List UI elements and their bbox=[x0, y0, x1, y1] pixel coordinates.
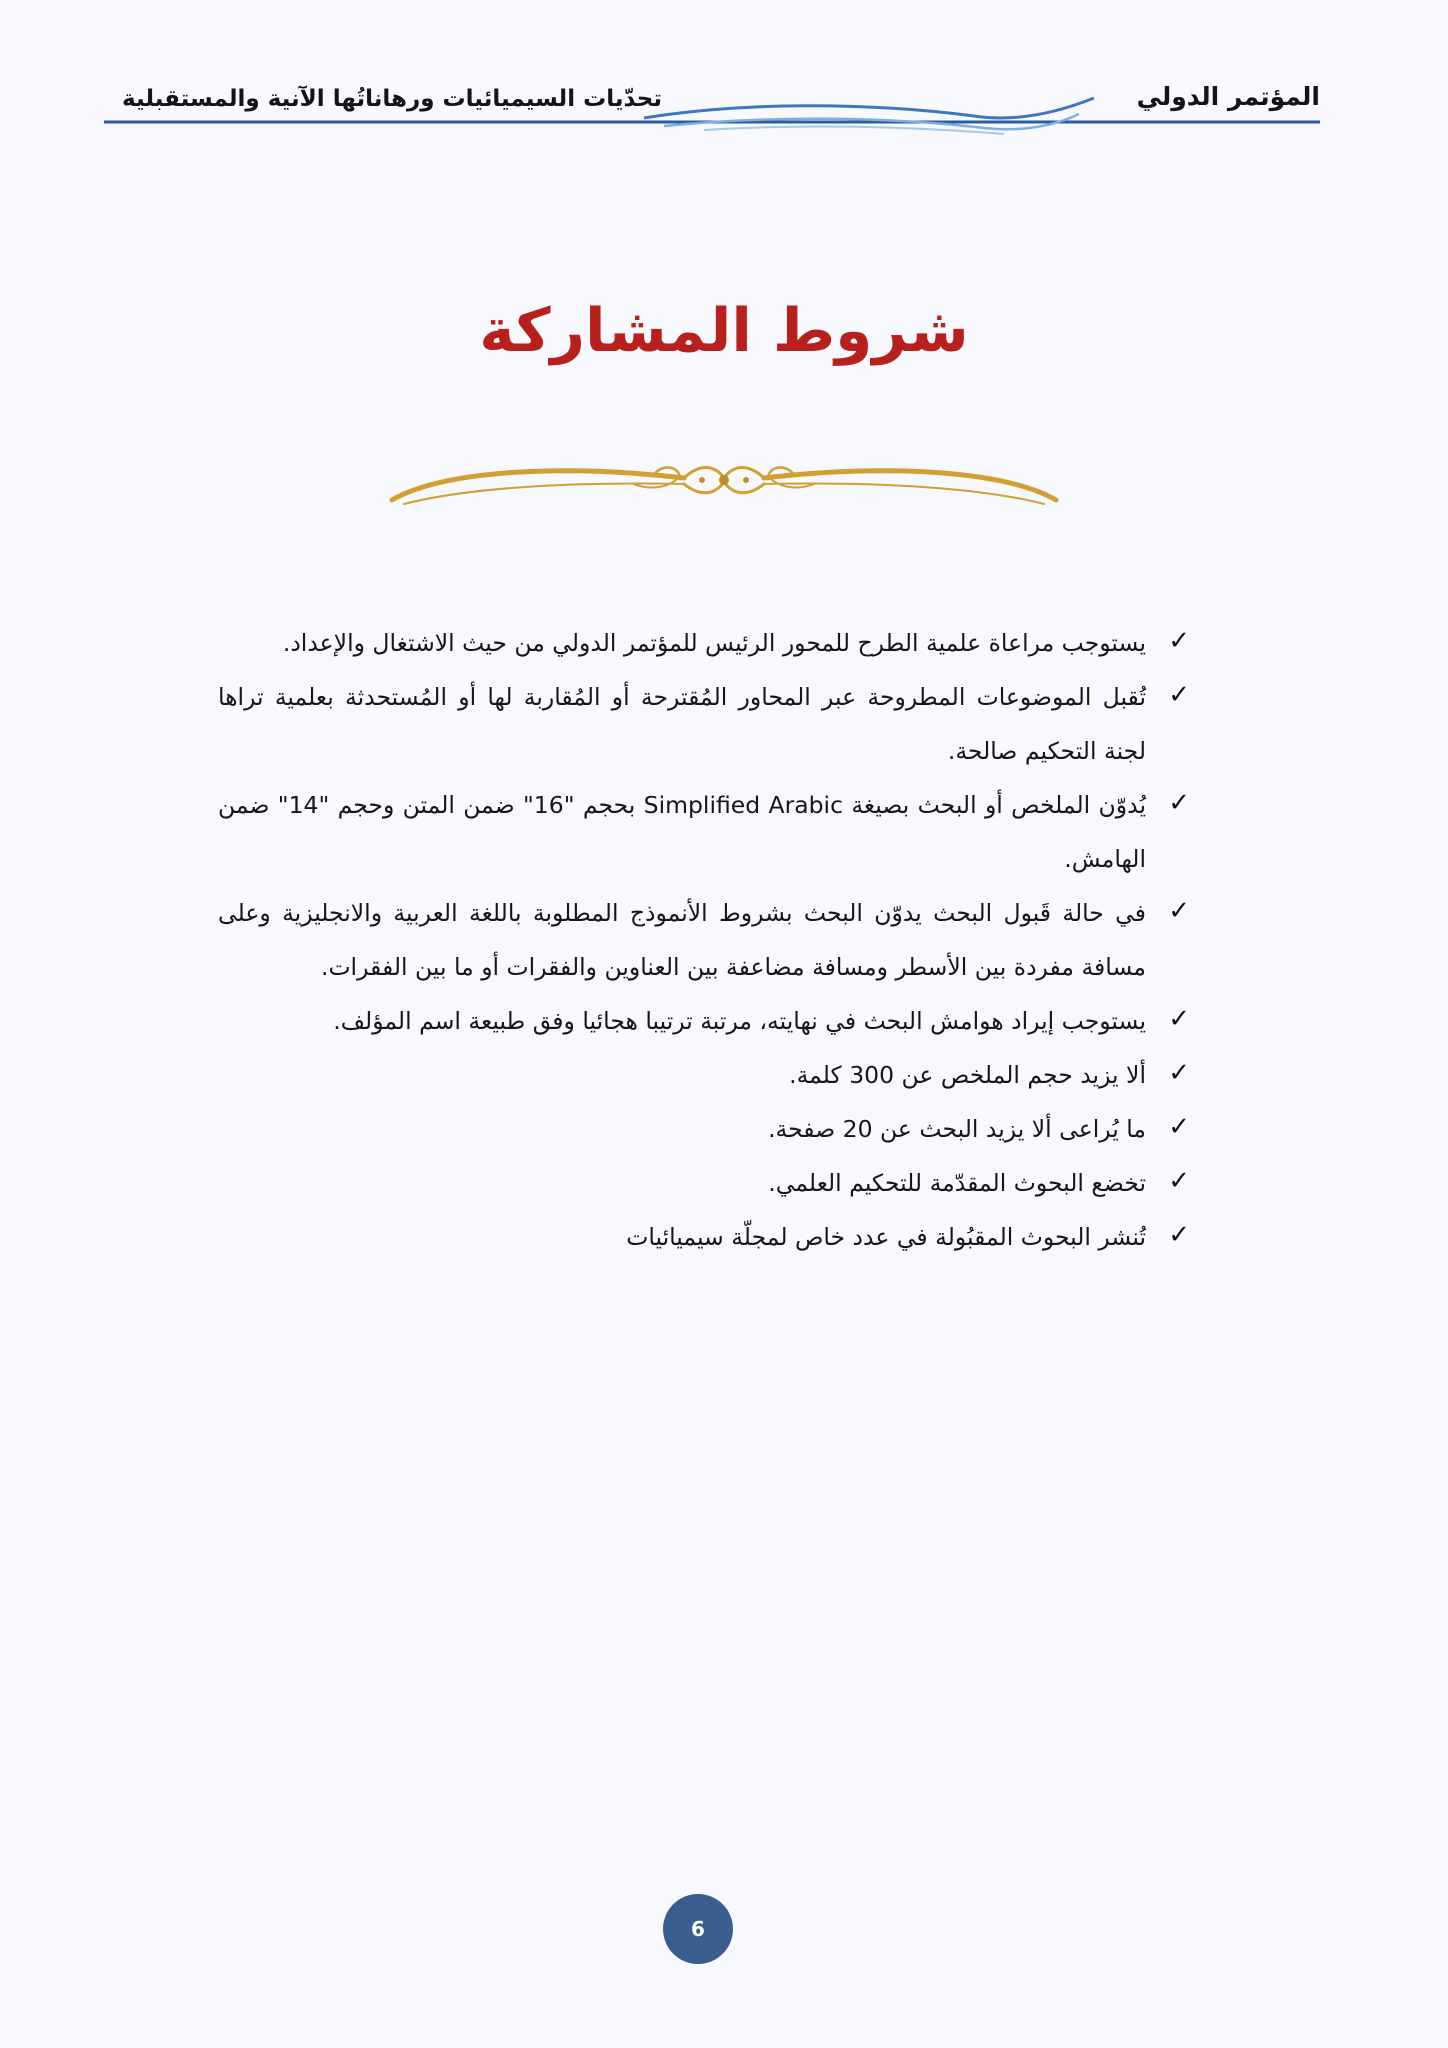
page-number-badge: 6 bbox=[663, 1894, 733, 1964]
header-theme-label: تحدّيات السيميائيات ورهاناتُها الآنية والمستقبلية bbox=[122, 86, 662, 112]
condition-text: في حالة قَبول البحث يدوّن البحث بشروط الأنموذج المطلوبة باللغة العربية والانجليزية وعلى مسافة مفردة بين الأسطر ومسافة مضاعفة بين العناوين والفقرات أو ما بين الفقرات. bbox=[218, 899, 1146, 981]
condition-text: تخضع البحوث المقدّمة للتحكيم العلمي. bbox=[768, 1169, 1146, 1197]
list-item bbox=[218, 670, 1190, 778]
list-item bbox=[218, 1156, 1190, 1210]
checkmark-icon: ✓ bbox=[1168, 896, 1190, 926]
checkmark-icon: ✓ bbox=[1168, 1220, 1190, 1250]
running-header bbox=[104, 78, 1320, 136]
condition-text: يستوجب مراعاة علمية الطرح للمحور الرئيس للمؤتمر الدولي من حيث الاشتغال والإعداد. bbox=[282, 629, 1146, 657]
checkmark-icon: ✓ bbox=[1168, 626, 1190, 656]
checkmark-icon: ✓ bbox=[1168, 788, 1190, 818]
condition-text: تُقبل الموضوعات المطروحة عبر المحاور المُقترحة أو المُقاربة لها أو المُستحدثة بعلمية تراها لجنة التحكيم صالحة. bbox=[218, 683, 1146, 765]
list-item bbox=[218, 616, 1190, 670]
condition-text: يُدوّن الملخص أو البحث بصيغة Simplified Arabic بحجم "16" ضمن المتن وحجم "14" ضمن الهامش. bbox=[218, 791, 1146, 873]
list-item bbox=[218, 994, 1190, 1048]
condition-text: ما يُراعى ألا يزيد البحث عن 20 صفحة. bbox=[768, 1115, 1146, 1143]
checkmark-icon: ✓ bbox=[1168, 1004, 1190, 1034]
condition-text: ألا يزيد حجم الملخص عن 300 كلمة. bbox=[789, 1061, 1146, 1089]
list-item bbox=[218, 778, 1190, 886]
checkmark-icon: ✓ bbox=[1168, 680, 1190, 710]
checkmark-icon: ✓ bbox=[1168, 1058, 1190, 1088]
participation-conditions-list bbox=[218, 616, 1190, 1264]
list-item bbox=[218, 886, 1190, 994]
checkmark-icon: ✓ bbox=[1168, 1166, 1190, 1196]
header-conference-label: المؤتمر الدولي bbox=[1136, 82, 1320, 111]
page-title: شروط المشاركة bbox=[479, 296, 969, 366]
list-item bbox=[218, 1102, 1190, 1156]
checkmark-icon: ✓ bbox=[1168, 1112, 1190, 1142]
list-item bbox=[218, 1048, 1190, 1102]
condition-text: تُنشر البحوث المقبُولة في عدد خاص لمجلّة سيميائيات bbox=[626, 1223, 1146, 1251]
flourish-divider-icon bbox=[384, 450, 1064, 510]
condition-text: يستوجب إيراد هوامش البحث في نهايته، مرتبة ترتيبا هجائيا وفق طبيعة اسم المؤلف. bbox=[333, 1007, 1146, 1035]
list-item bbox=[218, 1210, 1190, 1264]
